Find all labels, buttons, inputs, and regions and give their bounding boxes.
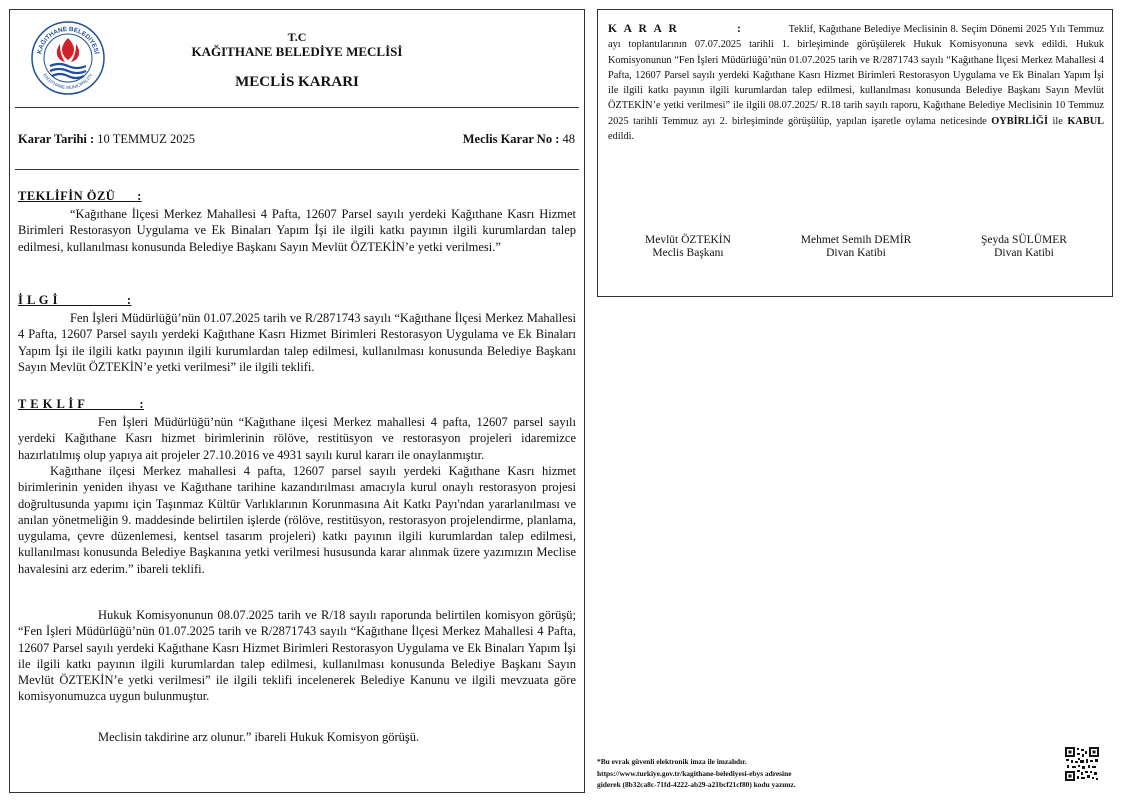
signature-role: Divan Katibi bbox=[994, 246, 1054, 259]
unanimous-label: OYBİRLİĞİ bbox=[991, 115, 1048, 127]
proposal-paragraph-2: Kağıthane ilçesi Merkez mahallesi 4 pafta, 12607 parsel sayılı yerdeki Kağıthane Kasrı hizmet birimlerinin yeniden ihyası ve Kağıthane tarihine kazandırılması amacıyla kurul onaylı restorasyon projesi doğrultusunda yapımı için Taşınmaz Kültür Varlıklarının Korunmasına Ait Katkı Payı'ndan yararlanılması ve anılan yönetmeliğin 9. maddesinde belirtilen işlerde (rölöve, restitüsyon, restorasyon projelendirme, planlama, uygulama, çevre düzenlemesi, kentsel tasarım projeleri) katkı payının ilgili kurumlardan talep edilmesi, kullanılması konusunda Belediye Başkanına yetki verilmesi hususunda karar alınmak üzere yazımızın Meclise havalesini arz ederim.” ibareli teklifi. bbox=[18, 464, 576, 576]
decision-edildi: edildi. bbox=[608, 131, 635, 143]
commission-opinion-text: Hukuk Komisyonunun 08.07.2025 tarih ve R/18 sayılı raporunda belirtilen komisyon görüşü; “Fen İşleri Müdürlüğü’nün 01.07.2025 tarih ve R/2871743 sayılı “Kağıthane İlçesi Merkez Mahallesi 4 Pafta, 12607 Parsel sayılı yerdeki Kağıthane Kasrı Hizmet Birimleri Restorasyon Uygulama ve Ek Binaları Yapım İşi ile ilgili katkı payının ilgili kurumlardan talep edilmesi, kullanılması konusunda Belediye Başkanı Sayın Mevlüt ÖZTEKİN’e yetki verilmesi” ile ilgili teklifi incelenerek Belediye Kanunu ve ilgili mevzuata göre komisyonumuzca uygun bulunmuştur. bbox=[18, 608, 576, 704]
footnote-line-3: giderek (8b32ca8c-71fd-4222-ab29-a21bcf21cf80) kodu yazınız. bbox=[597, 780, 796, 789]
decision-number-value: 48 bbox=[562, 132, 575, 146]
proposal-summary-text: “Kağıthane İlçesi Merkez Mahallesi 4 Pafta, 12607 Parsel sayılı yerdeki Kağıthane Kasrı Hizmet Birimleri Restorasyon Uygulama ve Ek Binaları Yapım İşi ile ilgili katkı payının ilgili kurumlardan talep edilmesi, kullanılması konusunda Belediye Başkanı Sayın Mevlüt ÖZTEKİN’e yetki verilmesi.” bbox=[18, 207, 576, 254]
svg-text:KAĞITHANE BELEDİYESİ: KAĞITHANE BELEDİYESİ bbox=[36, 25, 100, 55]
e-signature-footnote bbox=[597, 756, 927, 791]
proposal-heading: T E K L İ F : bbox=[18, 397, 145, 411]
decision-text bbox=[608, 22, 1104, 144]
decision-number bbox=[463, 132, 575, 147]
footnote-line-1: *Bu evrak güvenli elektronik imza ile imzalıdır. bbox=[597, 757, 747, 766]
footnote-link[interactable]: https://www.turkiye.gov.tr/kagithane-belediyesi-ebys adresine bbox=[597, 768, 792, 778]
signature-clerk-1 bbox=[776, 234, 936, 259]
signature-role: Divan Katibi bbox=[826, 246, 886, 259]
proposal-summary-heading: TEKLİFİN ÖZÜ : bbox=[18, 189, 142, 203]
signature-chairman bbox=[608, 234, 768, 259]
decision-date-value: 10 TEMMUZ 2025 bbox=[97, 132, 195, 146]
meta-divider bbox=[15, 169, 579, 170]
signature-name: Mevlüt ÖZTEKİN bbox=[645, 234, 731, 246]
decision-body: Teklif, Kağıthane Belediye Meclisinin 8. Seçim Dönemi 2025 Yılı Temmuz ayı toplantılarının 07.07.2025 tarihli 1. birleşiminde görüşülerek Hukuk Komisyonuna sevk edildi. Hukuk Komisyonunun “Fen İşleri Müdürlüğü’nün 01.07.2025 tarih ve R/2871743 sayılı “Kağıthane İlçesi Merkez Mahallesi 4 Pafta, 12607 Parsel sayılı yerdeki Kağıthane Kasrı Hizmet Birimleri Restorasyon Uygulama ve Ek Binaları Yapım İşi ile ilgili katkı payının ilgili kurumlardan talep edilmesi, kullanılması konusunda Belediye Başkanı Sayın Mevlüt ÖZTEKİN’e yetki verilmesi” ile ilgili 08.07.2025/ R.18 tarih sayılı raporu, Kağıthane Belediye Meclisinin 10 Temmuz 2025 tarihli Temmuz ayı 2. birleşiminde görüşülüp, yapılan işaretle oylama neticesinde bbox=[608, 24, 1105, 127]
reference-heading: İ L G İ : bbox=[18, 293, 132, 307]
decision-result-panel bbox=[597, 9, 1113, 297]
qr-code-icon bbox=[1065, 747, 1099, 781]
decision-date bbox=[18, 132, 195, 147]
reference-text: Fen İşleri Müdürlüğü’nün 01.07.2025 tarih ve R/2871743 sayılı “Kağıthane İlçesi Merkez Mahallesi 4 Pafta, 12607 Parsel sayılı yerdeki Kağıthane Kasrı Hizmet Birimleri Restorasyon Uygulama ve Ek Binaları Yapım İşi ile ilgili katkı payının ilgili kurumlardan talep edilmesi, kullanılması konusunda Belediye Başkanı Sayın Mevlüt ÖZTEKİN’e yetki verilmesi” ile ilgili teklifi. bbox=[18, 311, 576, 374]
decision-date-label: Karar Tarihi : bbox=[18, 132, 95, 146]
signature-role: Meclis Başkanı bbox=[652, 246, 724, 259]
signature-name: Şeyda SÜLÜMER bbox=[981, 234, 1067, 246]
page-title: MECLİS KARARI bbox=[235, 74, 359, 90]
decision-main-panel bbox=[9, 9, 585, 793]
commission-closing-text: Meclisin takdirine arz olunur.” ibareli Hukuk Komisyon görüşü. bbox=[98, 730, 420, 744]
signature-clerk-2 bbox=[944, 234, 1104, 259]
header-tc: T.C bbox=[287, 30, 307, 44]
signature-name: Mehmet Semih DEMİR bbox=[800, 234, 912, 246]
svg-text:KAGITHANE MUNICIPALITY: KAGITHANE MUNICIPALITY bbox=[42, 72, 94, 91]
accepted-label: KABUL bbox=[1067, 115, 1105, 127]
proposal-paragraph-1: Fen İşleri Müdürlüğü’nün “Kağıthane ilçesi Merkez mahallesi 4 pafta, 12607 parsel sayılı yerdeki Kağıthane Kasrı hizmet birimlerinin rölöve, restitüsyon ve restorasyon projeleri idaremizce hazırlatılmış olup yapıya ait projeler 27.10.2016 ve 4931 sayılı kurul kararı ile onaylanmıştır. bbox=[18, 415, 576, 462]
decision-ile: ile bbox=[1052, 115, 1063, 127]
decision-number-label: Meclis Karar No : bbox=[462, 132, 560, 146]
header-divider bbox=[15, 107, 579, 108]
header-organization: KAĞITHANE BELEDİYE MECLİSİ bbox=[191, 44, 403, 59]
decision-heading: K A R A R : bbox=[608, 23, 743, 35]
